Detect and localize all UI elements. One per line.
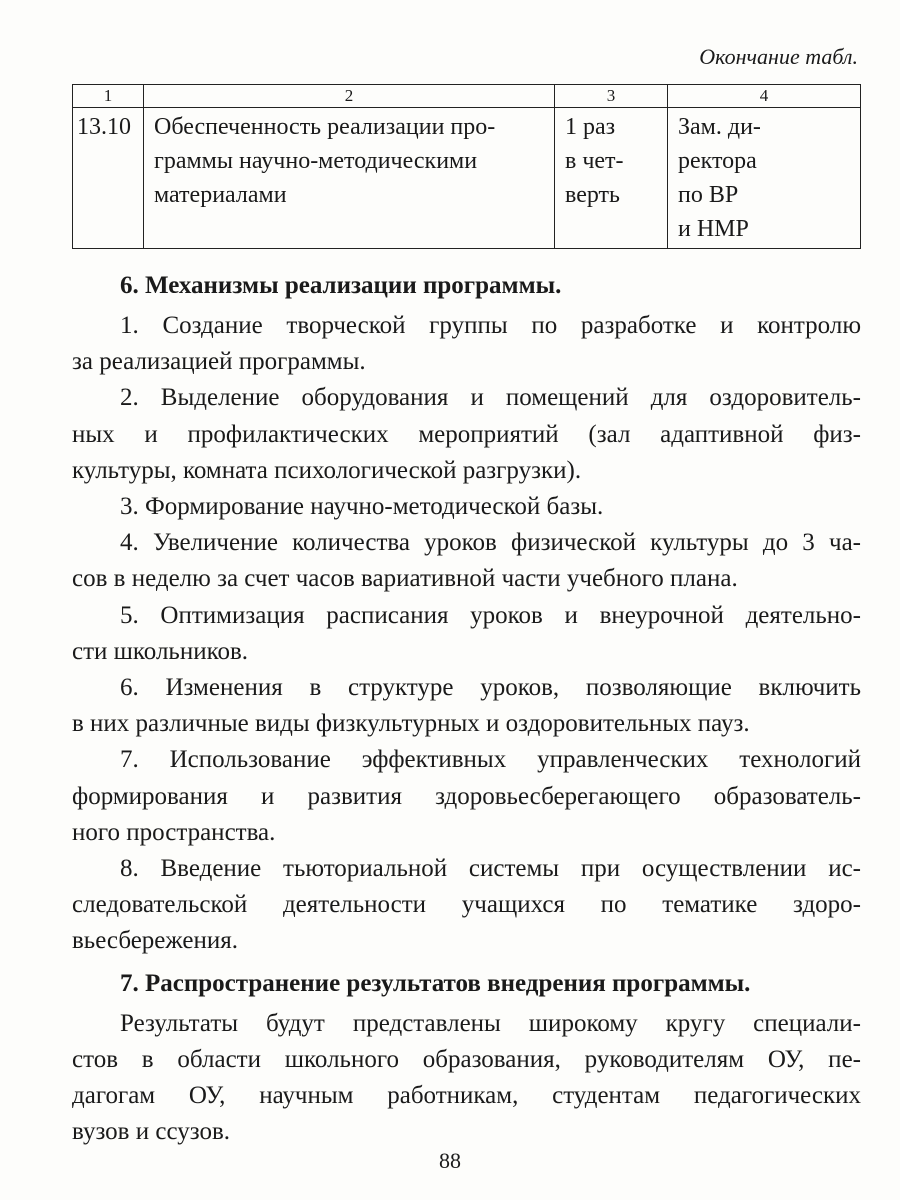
page-number: 88 — [439, 1148, 461, 1173]
cell-line: 1 раз — [565, 114, 616, 140]
text-line: культуры, комната психологической разгрузки). — [72, 456, 582, 484]
text-line: формирования и развития здоровьесберегающего образователь- — [72, 782, 861, 810]
cell-line: материалами — [154, 182, 287, 208]
section-6-list — [72, 308, 861, 960]
cell-line: Зам. ди- — [678, 114, 761, 140]
cell-line: Обеспеченность реализации про- — [154, 114, 496, 140]
text-line: 4. Увеличение количества уроков физической культуры до 3 ча- — [120, 529, 861, 557]
row-responsible — [668, 108, 861, 249]
paragraph — [72, 380, 861, 489]
text-line: следовательской деятельности учащихся по тематике здоро- — [72, 891, 861, 919]
text-line: 8. Введение тьюториальной системы при осуществлении ис- — [120, 855, 861, 883]
text-line: дагогам ОУ, научным работникам, студентам педагогических — [72, 1082, 861, 1110]
cell-line: граммы научно-методическими — [154, 148, 478, 174]
section-6-heading: 6. Механизмы реализации программы. — [120, 272, 562, 299]
paragraph — [72, 525, 861, 597]
header-cell: 2 — [144, 85, 555, 108]
text-line: сов в неделю за счет часов вариативной части учебного плана. — [72, 565, 738, 593]
text-line: 2. Выделение оборудования и помещений для оздоровитель- — [120, 384, 861, 412]
row-frequency — [555, 108, 668, 249]
text-line: 3. Формирование научно-методической базы. — [120, 493, 604, 521]
paragraph — [72, 851, 861, 960]
cell-line: верть — [565, 182, 620, 208]
header-cell: 4 — [668, 85, 861, 108]
text-line: 1. Создание творческой группы по разработке и контролю — [120, 312, 861, 339]
header-cell: 3 — [555, 85, 668, 108]
text-line: ных и профилактических мероприятий (зал адаптивной физ- — [72, 420, 861, 448]
text-line: сти школьников. — [72, 637, 249, 665]
row-description — [144, 108, 555, 249]
table-row — [73, 108, 861, 249]
cell-line: в чет- — [565, 148, 624, 174]
text-line: вузов и ссузов. — [72, 1118, 231, 1146]
program-table — [72, 84, 861, 249]
text-line: в них различные виды физкультурных и оздоровительных пауз. — [72, 710, 750, 738]
cell-line: ректора — [678, 148, 757, 174]
paragraph — [72, 308, 861, 380]
text-line: ного пространства. — [72, 818, 276, 846]
paragraph — [72, 598, 861, 670]
paragraph — [72, 742, 861, 851]
table-header-row — [73, 85, 861, 108]
paragraph — [72, 1006, 861, 1151]
cell-line: по ВР — [678, 182, 739, 208]
text-line: за реализацией программы. — [72, 348, 366, 376]
text-line: 6. Изменения в структуре уроков, позволяющие включить — [120, 674, 861, 702]
row-number: 13.10 — [73, 108, 144, 249]
page-body — [72, 264, 861, 1150]
paragraph — [72, 670, 861, 742]
header-cell: 1 — [73, 85, 144, 108]
text-line: вьесбережения. — [72, 927, 238, 955]
cell-line: и НМР — [678, 216, 749, 242]
table-continuation-label: Окончание табл. — [699, 44, 858, 69]
section-7-heading: 7. Распространение результатов внедрения программы. — [120, 969, 751, 997]
section-7-paragraph — [72, 1006, 861, 1151]
paragraph — [72, 489, 861, 525]
text-line: 5. Оптимизация расписания уроков и внеурочной деятельно- — [120, 601, 861, 629]
text-line: стов в области школьного образования, руководителям ОУ, пе- — [72, 1045, 861, 1073]
text-line: 7. Использование эффективных управленческих технологий — [120, 746, 861, 774]
text-line: Результаты будут представлены широкому кругу специали- — [120, 1009, 861, 1037]
